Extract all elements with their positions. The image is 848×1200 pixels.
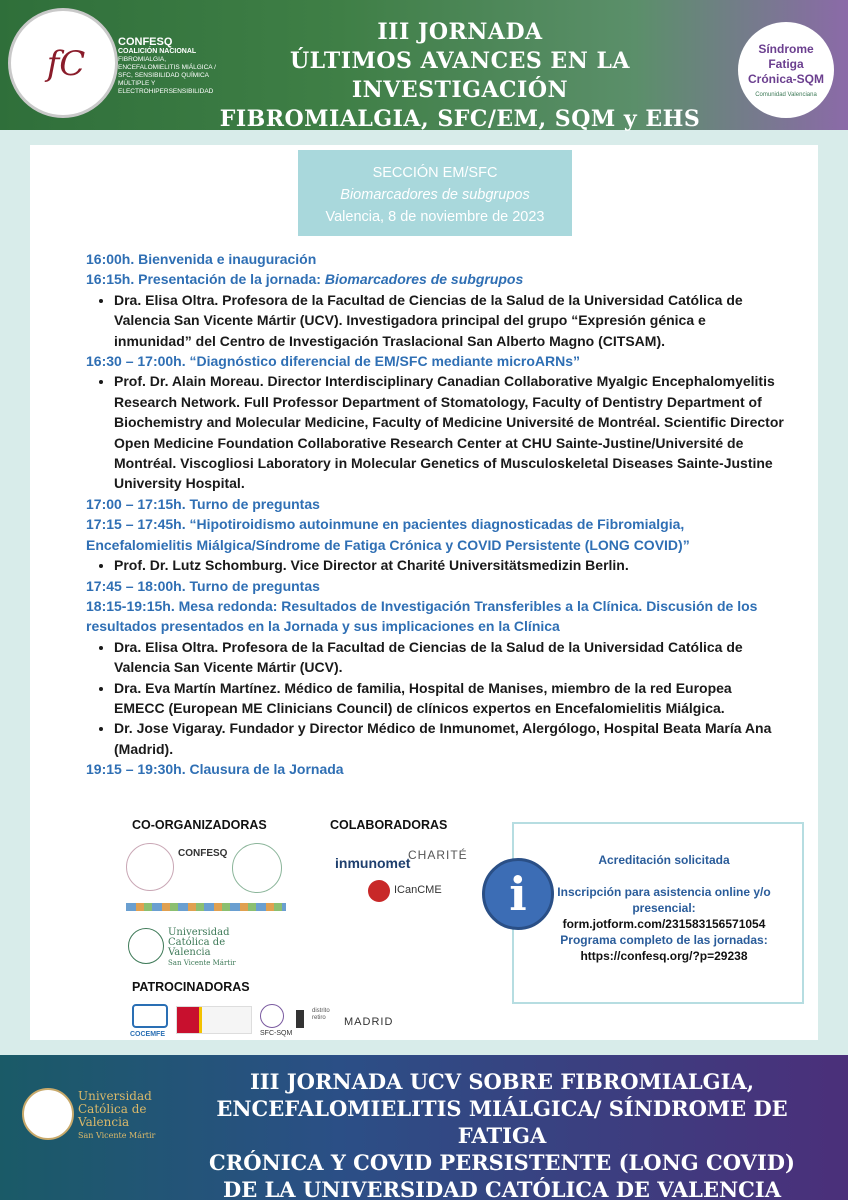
- collaborators-label: COLABORADORAS: [330, 818, 448, 832]
- agenda-item-questions-2: 17:45 – 18:00h. Turno de preguntas: [86, 577, 320, 594]
- agenda-item-questions-1: 17:00 – 17:15h. Turno de preguntas: [86, 495, 320, 512]
- distrito-retiro: distrito retiro: [312, 1008, 330, 1021]
- icancme-logo: ICanCME: [394, 884, 442, 896]
- program-label: Programa completo de las jornadas:: [560, 933, 768, 947]
- header-title-line-1: III JORNADA: [377, 19, 543, 45]
- footer-title: [170, 1068, 834, 1200]
- agenda-item-presentation: [86, 269, 786, 289]
- ucv-small-line-4: San Vicente Mártir: [168, 959, 236, 967]
- madrid-icon: [296, 1010, 304, 1028]
- speaker-martin: • Dra. Eva Martín Martínez. Médico de familia, Hospital de Manises, miembro de la red Europea EMECC (European ME Clinicians Council) de clínicos expertos en Encefalomielitis Miálgica.: [114, 678, 786, 719]
- ucv-small-line-1: Universidad: [168, 927, 230, 938]
- sfc-sqm-small-logo: [260, 1004, 284, 1028]
- ucv-small-logo: [128, 928, 164, 964]
- agenda-item-closing: 19:15 – 19:30h. Clausura de la Jornada: [86, 761, 344, 778]
- footer-line-2: ENCEFALOMIELITIS MIÁLGICA/ SÍNDROME DE FATIGA: [216, 1096, 788, 1148]
- co-organizers-label: CO-ORGANIZADORAS: [132, 818, 267, 832]
- agenda-item-round-table: 18:15-19:15h. Mesa redonda: Resultados de Investigación Transferibles a la Clínica. Discusión de los resultados presentados en la Jornada y sus implicaciones en la Clínica: [86, 597, 758, 635]
- speaker-list: [86, 637, 786, 759]
- agenda-item-hipotiroidismo: 17:15 – 17:45h. “Hipotiroidismo autoinmune en pacientes diagnosticadas de Fibromialgia, Encefalomielitis Miálgica/Síndrome de Fatiga Crónica y COVID Persistente (LONG COVID)”: [86, 516, 690, 553]
- icancme-icon: [368, 880, 390, 902]
- inmunomet-logo: inmunomet: [335, 855, 411, 871]
- confesq-small-logo: [126, 843, 174, 891]
- info-text: [548, 852, 780, 964]
- confesq-monogram: fC: [46, 44, 86, 84]
- inscription-link[interactable]: form.jotform.com/231583156571054: [562, 917, 766, 931]
- agenda-presentation-topic: Biomarcadores de subgrupos: [324, 271, 524, 288]
- info-icon: i: [482, 858, 554, 930]
- cocemfe-icon: [132, 1004, 168, 1028]
- speaker-oltra: • Dra. Elisa Oltra. Profesora de la Facultad de Ciencias de la Salud de la Universidad Católica de Valencia San Vicente Mártir (UCV). Investigadora principal del grupo “Expresión génica e inmunidad” del Centro de Investigación Traslacional San Alberto Magno (CITSAM).: [114, 290, 786, 351]
- speaker-list: [86, 555, 786, 575]
- sfc-sqm-logo: [738, 22, 834, 118]
- ucv-small-line-3: Valencia: [168, 947, 211, 958]
- inscription-label: Inscripción para asistencia online y/o presencial:: [557, 885, 771, 915]
- ucv-line-1: Universidad: [78, 1089, 152, 1103]
- agenda: [86, 249, 786, 780]
- sfc-logo-line-3: Crónica-SQM: [747, 72, 824, 86]
- sfc-logo-line-1: Síndrome: [758, 42, 814, 56]
- ucv-line-3: Valencia: [78, 1115, 130, 1129]
- ucv-small-name: [168, 928, 236, 968]
- speaker-list: [86, 290, 786, 351]
- ucv-line-4: San Vicente Mártir: [78, 1131, 156, 1140]
- confesq-desc: FIBROMIALGIA, ENCEFALOMIELITIS MIÁLGICA / SFC, SENSIBILIDAD QUÍMICA MÚLTIPLE Y ELECTROHIPERSENSIBILIDAD: [118, 56, 216, 95]
- section-box: [298, 150, 572, 236]
- sfc-logo-text: [746, 42, 826, 87]
- ucv-small-line-2: Católica de: [168, 937, 226, 948]
- madrid-logo: MADRID: [344, 1016, 394, 1028]
- agenda-item-microarn: 16:30 – 17:00h. “Diagnóstico diferencial de EM/SFC mediante microARNs”: [86, 353, 581, 370]
- ucv-logo: [22, 1088, 74, 1140]
- section-subtitle: Biomarcadores de subgrupos: [340, 187, 530, 203]
- section-title: SECCIÓN EM/SFC: [372, 165, 498, 181]
- speaker-oltra-2: • Dra. Elisa Oltra. Profesora de la Facultad de Ciencias de la Salud de la Universidad Católica de Valencia San Vicente Mártir (UCV).: [114, 637, 786, 678]
- footer-line-4: DE LA UNIVERSIDAD CATÓLICA DE VALENCIA: [223, 1177, 781, 1200]
- speaker-vigaray: • Dr. Jose Vigaray. Fundador y Director Médico de Inmunomet, Alergólogo, Hospital Beata María Ana (Madrid).: [114, 718, 786, 759]
- header-title-line-3: FIBROMIALGIA, SFC/EM, SQM y EHS: [219, 106, 701, 132]
- agenda-presentation-prefix: 16:15h. Presentación de la jornada:: [86, 271, 325, 288]
- confesq-small-name: CONFESQ: [178, 848, 228, 859]
- footer-line-3: CRÓNICA Y COVID PERSISTENTE (LONG COVID): [209, 1150, 795, 1175]
- accreditation-text: Acreditación solicitada: [598, 853, 730, 867]
- header-title-line-2: ÚLTIMOS AVANCES EN LA INVESTIGACIÓN: [290, 48, 630, 103]
- agenda-item-welcome: 16:00h. Bienvenida e inauguración: [86, 251, 317, 267]
- ucv-name: [78, 1090, 168, 1142]
- charite-logo: CHARITÉ: [408, 848, 468, 862]
- sfc-sqm-small-name: SFC-SQM: [260, 1030, 293, 1037]
- confesq-name: CONFESQ: [118, 36, 173, 48]
- program-link[interactable]: https://confesq.org/?p=29238: [580, 949, 748, 963]
- speaker-list: [86, 371, 786, 493]
- section-date: Valencia, 8 de noviembre de 2023: [325, 209, 545, 225]
- sfc-logo-line-2: Fatiga: [768, 57, 804, 71]
- cocemfe-name: COCEMFE: [130, 1031, 165, 1038]
- gobierno-logo: [176, 1006, 252, 1034]
- confesq-sub: COALICIÓN NACIONAL: [118, 48, 197, 55]
- header-title: [200, 18, 720, 134]
- confesq-logo: [8, 8, 118, 118]
- footer-line-1: III JORNADA UCV SOBRE FIBROMIALGIA,: [249, 1069, 755, 1094]
- ucv-line-2: Católica de: [78, 1102, 147, 1116]
- partner-strip: [126, 903, 286, 911]
- speaker-schomburg: • Prof. Dr. Lutz Schomburg. Vice Director at Charité Universitätsmedizin Berlin.: [114, 555, 786, 575]
- sfc-small-logo: [232, 843, 282, 893]
- speaker-moreau: • Prof. Dr. Alain Moreau. Director Interdisciplinary Canadian Collaborative Myalgic Encephalomyelitis Research Network. Full Professor Department of Stomatology, Faculty of Dentistry Department of Biochemistry and Molecular Medicine, Faculty of Medicine Université de Montréal. Scientific Director Open Medicine Foundation Collaborative Research Center at CHU Sainte-Justine/Université de Montréal. Viscogliosi Laboratory in Molecular Genetics of Musculoskeletal Diseases Sainte-Justine University Hospital.: [114, 371, 786, 493]
- sponsors-label: PATROCINADORAS: [132, 980, 250, 994]
- sfc-logo-sub: Comunidad Valenciana: [755, 92, 817, 98]
